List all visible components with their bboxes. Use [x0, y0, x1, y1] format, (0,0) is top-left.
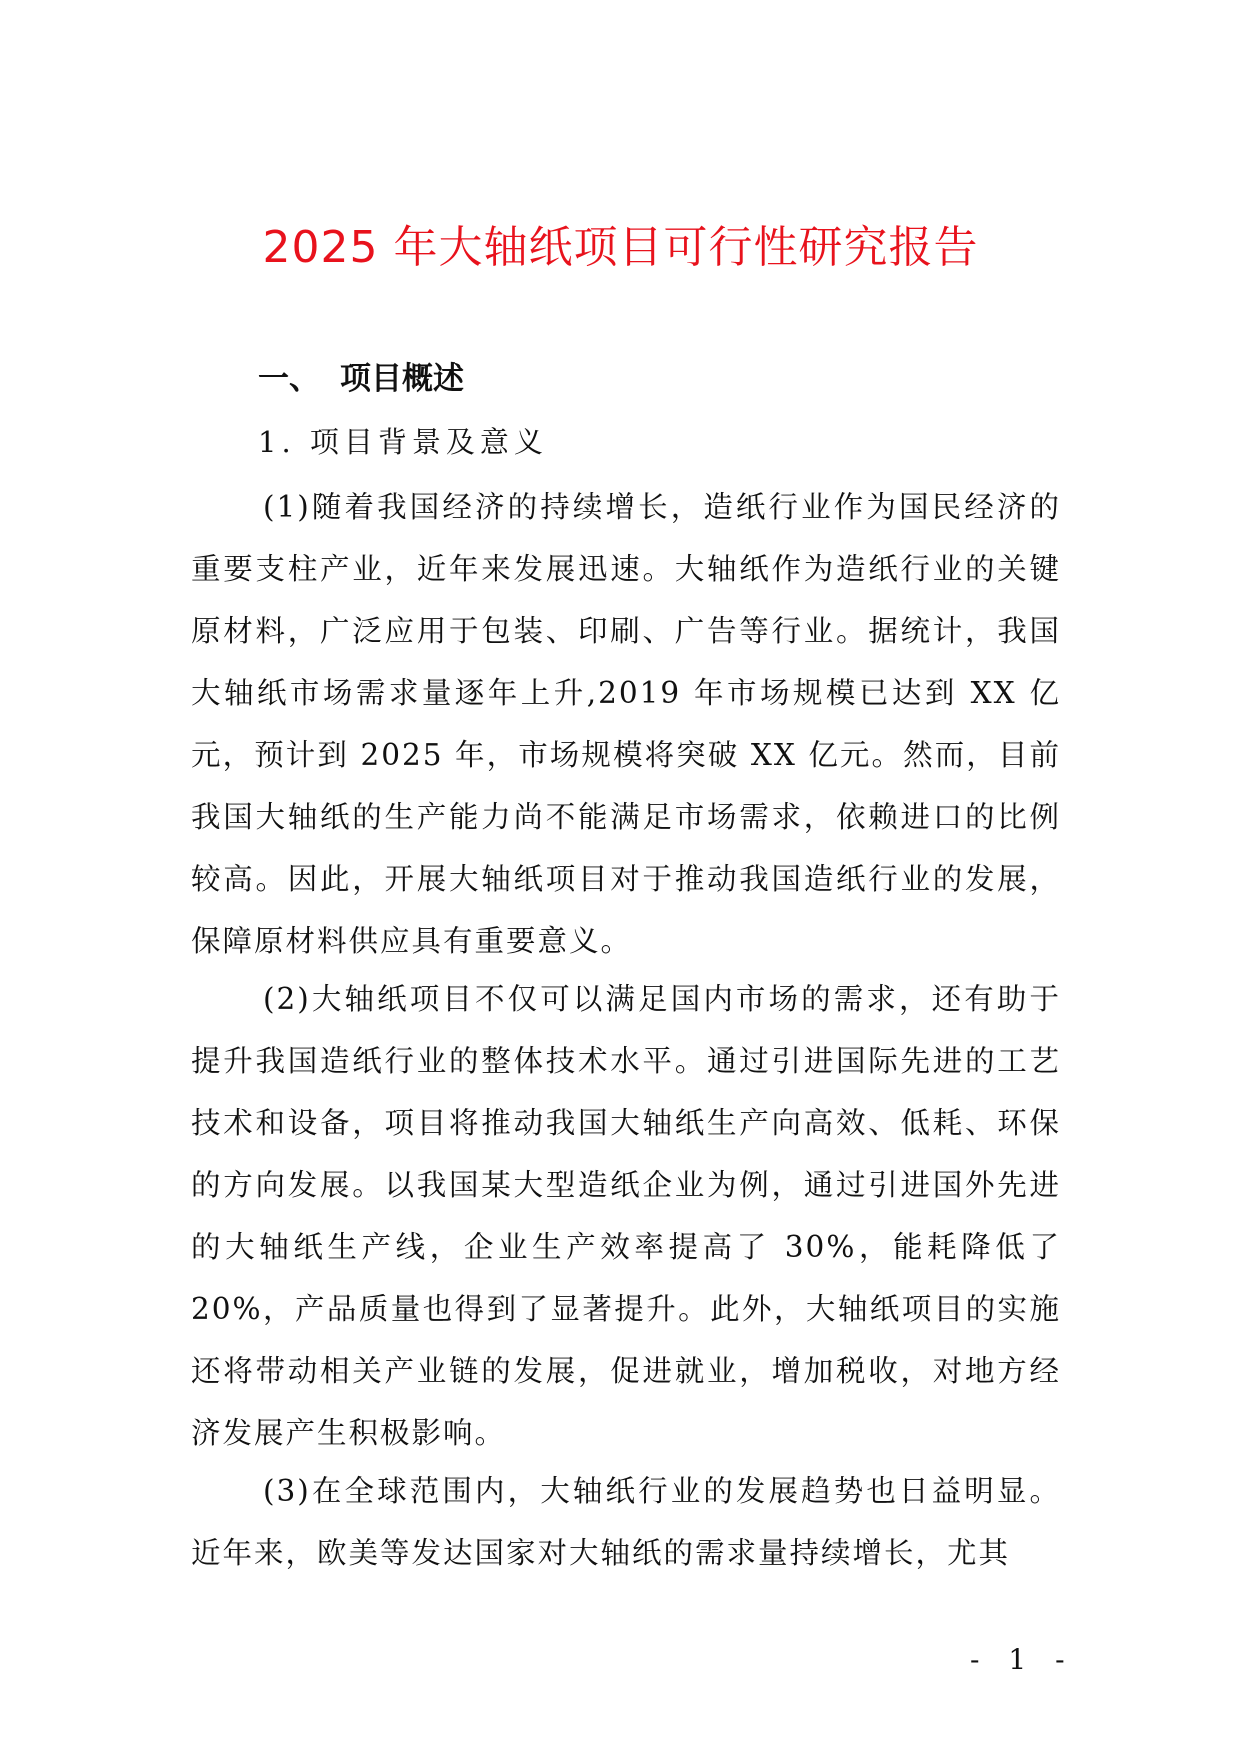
paragraph-3-text: (3)在全球范围内，大轴纸行业的发展趋势也日益明显。近年来，欧美等发达国家对大轴纸的需求量持续增长，尤其 — [191, 1474, 1061, 1570]
paragraph-2 — [191, 968, 1061, 1464]
paragraph-3 — [191, 1460, 1061, 1584]
page-number: - 1 - — [970, 1643, 1075, 1676]
paragraph-1-text: (1)随着我国经济的持续增长，造纸行业作为国民经济的重要支柱产业，近年来发展迅速。大轴纸作为造纸行业的关键原材料，广泛应用于包装、印刷、广告等行业。据统计，我国大轴纸市场需求量逐年上升,2019 年市场规模已达到 XX 亿元，预计到 2025 年，市场规模将突破 XX 亿元。然而，目前我国大轴纸的生产能力尚不能满足市场需求，依赖进口的比例较高。因此，开展大轴纸项目对于推动我国造纸行业的发展，保障原材料供应具有重要意义。 — [191, 490, 1061, 958]
paragraph-1 — [191, 476, 1061, 972]
document-title: 2025 年大轴纸项目可行性研究报告 — [262, 222, 979, 273]
section-number: 一、 — [258, 361, 320, 397]
section-title: 项目概述 — [340, 361, 464, 397]
paragraph-2-text: (2)大轴纸项目不仅可以满足国内市场的需求，还有助于提升我国造纸行业的整体技术水平。通过引进国际先进的工艺技术和设备，项目将推动我国大轴纸生产向高效、低耗、环保的方向发展。以我国某大型造纸企业为例，通过引进国外先进的大轴纸生产线，企业生产效率提高了 30%，能耗降低了 20%，产品质量也得到了显著提升。此外，大轴纸项目的实施还将带动相关产业链的发展，促进就业，增加税收，对地方经济发展产生积极影响。 — [191, 982, 1061, 1450]
subsection-heading: 1. 项目背景及意义 — [258, 425, 548, 459]
section-heading — [258, 357, 464, 401]
